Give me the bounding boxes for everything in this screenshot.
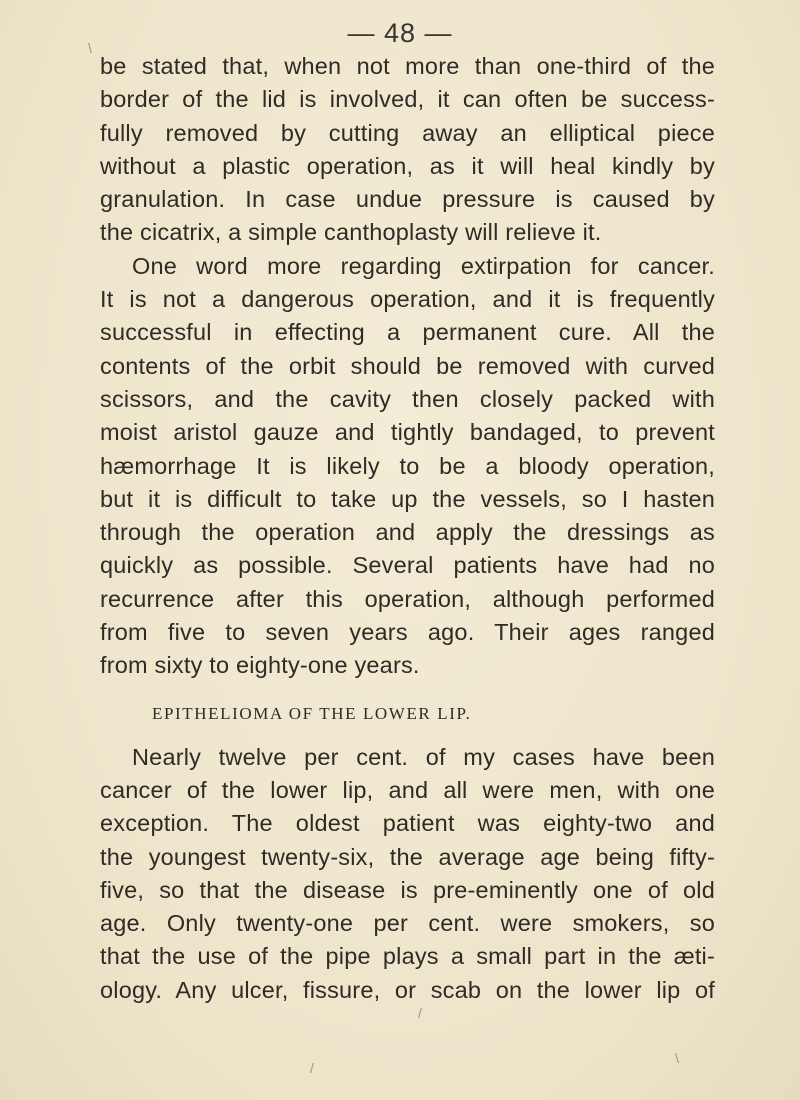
text-line: the cicatrix, a simple canthoplasty will relieve it.	[100, 219, 602, 246]
text-line: border of the lid is involved, it can often be success-	[100, 86, 715, 113]
text-line: from sixty to eighty-one years.	[100, 652, 420, 679]
text-line: that the use of the pipe plays a small part in the æti-	[100, 943, 715, 970]
text-line: five, so that the disease is pre-eminently one of old	[100, 876, 715, 903]
text-line: be stated that, when not more than one-third of the	[100, 53, 715, 79]
text-line: but it is difficult to take up the vessels, so I hasten	[100, 485, 715, 512]
paper-speck: /	[310, 1060, 314, 1076]
text-line: granulation. In case undue pressure is caused by	[100, 186, 715, 213]
text-line: from five to seven years ago. Their ages ranged	[100, 619, 715, 646]
text-line: recurrence after this operation, although performed	[100, 585, 715, 612]
paper-speck: /	[418, 1005, 422, 1021]
paragraph-1	[100, 50, 715, 250]
text-line: Nearly twelve per cent. of my cases have been	[132, 743, 715, 770]
text-line: the youngest twenty-six, the average age being fifty-	[100, 843, 715, 870]
text-line: scissors, and the cavity then closely packed with	[100, 385, 715, 412]
text-line: ology. Any ulcer, fissure, or scab on the lower lip of	[100, 976, 715, 1003]
text-line: cancer of the lower lip, and all were men, with one	[100, 776, 715, 803]
text-line: hæmorrhage It is likely to be a bloody operation,	[100, 452, 715, 479]
paragraph-2	[100, 250, 715, 683]
text-line: One word more regarding extirpation for cancer.	[132, 252, 715, 279]
text-line: without a plastic operation, as it will heal kindly by	[100, 152, 715, 179]
page-number: — 48 —	[347, 18, 453, 48]
section-heading: EPITHELIOMA OF THE LOWER LIP.	[152, 703, 472, 723]
text-line: fully removed by cutting away an elliptical piece	[100, 119, 715, 146]
text-line: through the operation and apply the dressings as	[100, 519, 715, 546]
text-line: moist aristol gauze and tightly bandaged, to prevent	[100, 419, 715, 446]
paper-speck: \	[88, 40, 92, 56]
text-line: age. Only twenty-one per cent. were smokers, so	[100, 910, 715, 937]
text-line: exception. The oldest patient was eighty-two and	[100, 810, 715, 837]
text-line: contents of the orbit should be removed with curved	[100, 352, 715, 379]
text-line: successful in effecting a permanent cure. All the	[100, 319, 715, 346]
paragraph-3	[100, 741, 715, 1007]
body-text	[100, 50, 715, 1007]
paper-speck: \	[675, 1050, 679, 1066]
text-line: It is not a dangerous operation, and it is frequently	[100, 286, 715, 313]
text-line: quickly as possible. Several patients have had no	[100, 552, 715, 579]
